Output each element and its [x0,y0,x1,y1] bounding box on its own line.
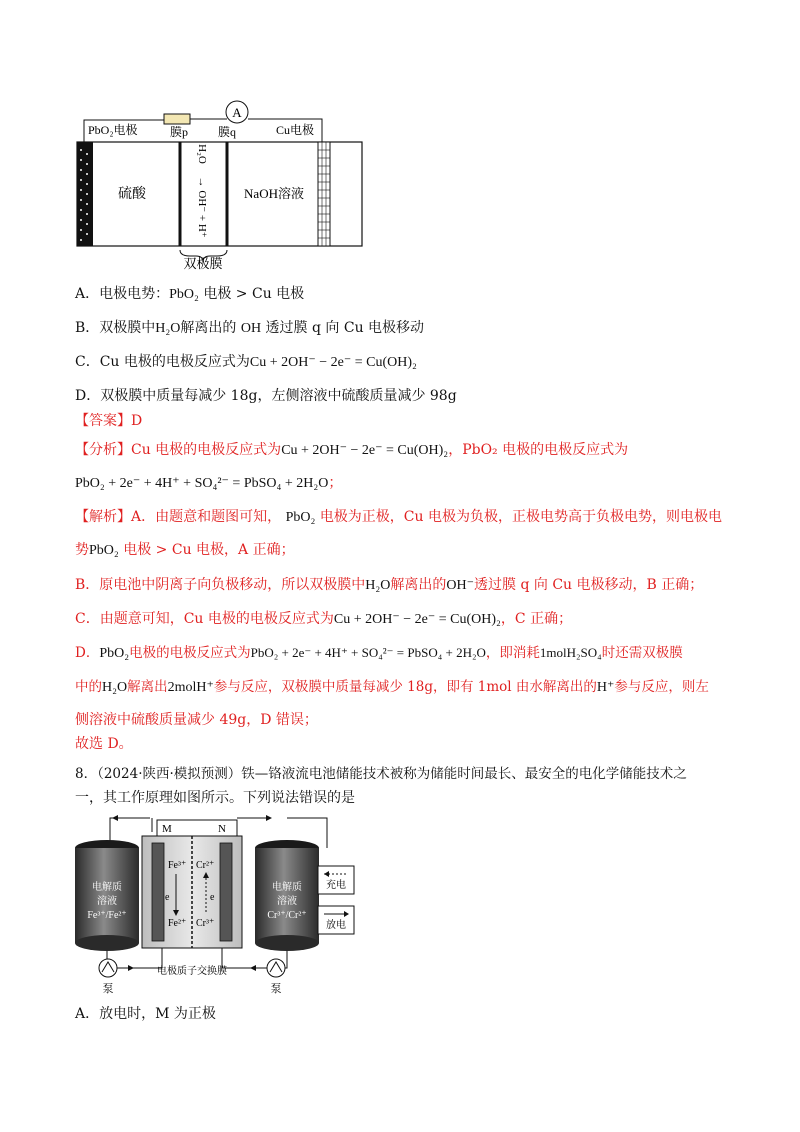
jiexi-c: C．由题意可知，Cu 电极的电极反应式为Cu + 2OH⁻ − 2e⁻ = Cu(OH)₂，C 正确； [75,611,573,627]
membrane-q-label: 膜q [218,125,237,139]
cu-electrode [318,142,330,246]
right-tank-label-3: Cr³⁺/Cr²⁺ [267,910,307,921]
electrode-m-label: M [162,823,172,835]
answer: 【答案】D [75,413,143,429]
option-c: C．Cu 电极的电极反应式为Cu + 2OH⁻ − 2e⁻ = Cu(OH)₂ [75,354,417,370]
electron-label-left: e [165,892,170,903]
electrode-m [152,843,164,941]
electron-label-right: e [210,892,215,903]
analysis-line-1: 【分析】Cu 电极的电极反应式为Cu + 2OH⁻ − 2e⁻ = Cu(OH)₂，PbO₂ 电极的电极反应式为 [75,442,629,458]
q8-stem-line-2: 一，其工作原理如图所示。下列说法错误的是 [75,790,355,806]
left-solution-label: 硫酸 [118,187,146,202]
right-solution-label: NaOH溶液 [244,186,304,201]
bipolar-membrane-cell-diagram [72,92,372,272]
proton-exchange-membrane-label: 电极质子交换膜 [157,966,227,977]
membrane-p-label: 膜p [170,125,189,139]
q8-stem-line-1: 8．（2024·陕西·模拟预测）铁—铬液流电池储能技术被称为储能时间最长、最安全的电化学储能技术之 [75,766,687,782]
jiexi-a-line-1: 【解析】A．由题意和题图可知， PbO₂ 电极为正极，Cu 电极为负极，正极电势高于负极电势，则电极电 [75,509,722,525]
left-tank-label-2: 溶液 [97,896,117,907]
left-tank-label-3: Fe³⁺/Fe²⁺ [87,910,127,921]
option-b: B．双极膜中H₂O解离出的 OH 透过膜 q 向 Cu 电极移动 [75,320,425,336]
jiexi-d-line-2: 中的H₂O解离出2molH⁺参与反应，双极膜中质量每减少 18g，即有 1mol 由水解离出的H⁺参与反应，则左 [75,679,709,695]
jiexi-b: B．原电池中阴离子向负极移动，所以双极膜中H₂O解离出的OH⁻透过膜 q 向 Cu 电极移动，B 正确； [75,577,704,593]
water-dissociation-ions: OH⁻ + H⁺ [196,190,208,238]
water-dissociation-arrow: → [196,176,208,188]
water-dissociation-h2o: H₂O [196,144,208,164]
left-tank-label-1: 电解质 [92,882,122,893]
legend-charge-label: 充电 [326,880,346,891]
left-pump-label: 泵 [102,983,114,995]
legend-discharge-label: 放电 [326,920,346,931]
jiexi-d-line-1: D．PbO₂电极的电极反应式为PbO₂ + 2e⁻ + 4H⁺ + SO₄²⁻ = PbSO₄ + 2H₂O，即消耗1molH₂SO₄时还需双极膜 [75,645,683,661]
bipolar-membrane-label: 双极膜 [183,256,223,271]
conclusion: 故选 D。 [75,736,133,752]
option-a: A．电极电势：PbO₂ 电极 > Cu 电极 [75,286,305,302]
cr3-label: Cr³⁺ [196,918,215,929]
option-d: D．双极膜中质量每减少 18g，左侧溶液中硫酸质量减少 98g [75,388,457,404]
resistor [164,114,190,124]
cr2-label: Cr²⁺ [196,860,215,871]
analysis-line-2: PbO₂ + 2e⁻ + 4H⁺ + SO₄²⁻ = PbSO₄ + 2H₂O； [75,475,343,491]
pbo2-electrode [77,142,91,246]
right-pump-label: 泵 [270,983,282,995]
fe3-label: Fe³⁺ [168,860,187,871]
pbo2-electrode-label: PbO₂电极 [88,123,138,137]
jiexi-d-line-3: 侧溶液中硫酸质量减少 49g，D 错误； [75,712,318,728]
right-tank-label-1: 电解质 [272,882,302,893]
electrode-n-label: N [218,823,226,835]
cu-electrode-label: Cu电极 [276,123,315,137]
jiexi-a-line-2: 势PbO₂ 电极 > Cu 电极，A 正确； [75,542,295,558]
q8-option-a: A．放电时，M 为正极 [75,1006,216,1022]
flow-battery-diagram [72,808,372,998]
ammeter-label: A [232,105,242,120]
electrode-n [220,843,232,941]
right-tank-label-2: 溶液 [277,896,297,907]
fe2-label: Fe²⁺ [168,918,187,929]
